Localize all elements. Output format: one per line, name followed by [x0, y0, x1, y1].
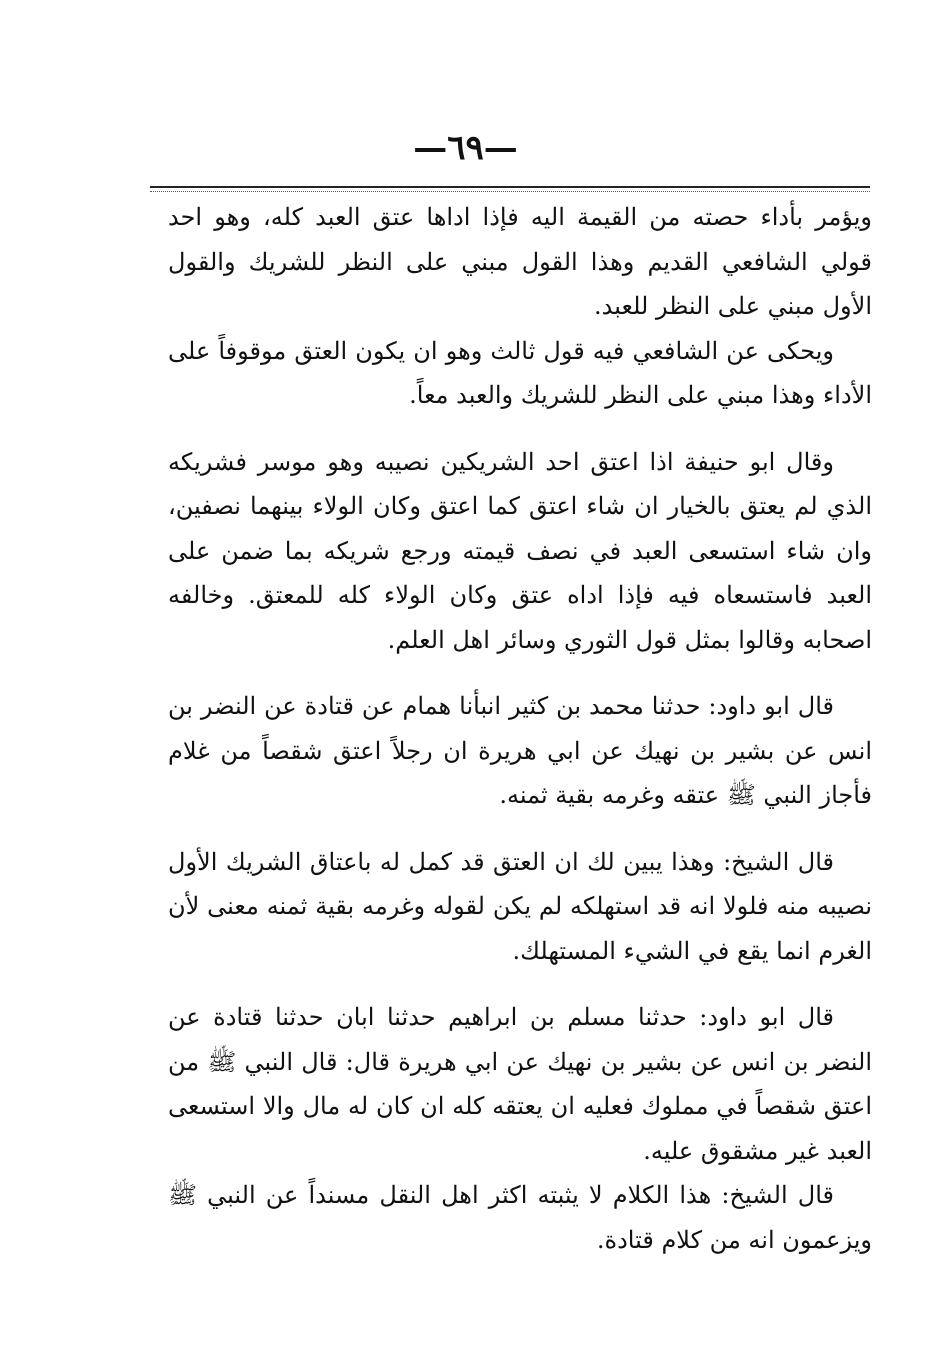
paragraph-gap [168, 662, 872, 684]
header-rule [150, 186, 870, 188]
page-number: —٦٩— [413, 128, 518, 168]
body-text [168, 195, 872, 1262]
paragraph-5: قال الشيخ: وهذا يبين لك ان العتق قد كمل له باعتاق الشريك الأول نصيبه منه فلولا انه قد استهلكه لم يكن لقوله وغرمه بقية ثمنه معنى لأن الغرم انما يقع في الشيء المستهلك. [168, 847, 872, 965]
paragraph-4: قال ابو داود: حدثنا محمد بن كثير انبأنا همام عن قتادة عن النضر بن انس عن بشير بن نهيك عن ابي هريرة ان رجلاً اعتق شقصاً من غلام فأجاز النبي ﷺ عتقه وغرمه بقية ثمنه. [168, 692, 873, 809]
paragraph-gap [168, 973, 872, 995]
paragraph-3: وقال ابو حنيفة اذا اعتق احد الشريكين نصيبه وهو موسر فشريكه الذي لم يعتق بالخيار ان شاء اعتق كما اعتق وكان الولاء بينهما نصفين، وان شاء استسعى العبد في نصف قيمته ورجع شريكه بما ضمن على العبد فاستسعاه فيه فإذا اداه عتق وكان الولاء كله للمعتق. وخالفه اصحابه وقالوا بمثل قول الثوري وسائر اهل العلم. [168, 447, 872, 654]
paragraph-1: ويؤمر بأداء حصته من القيمة اليه فإذا اداها عتق العبد كله، وهو احد قولي الشافعي القديم وهذا القول مبني على النظر للشريك والقول الأول مبني على النظر للعبد. [168, 203, 872, 320]
paragraph-7: قال الشيخ: هذا الكلام لا يثبته اكثر اهل النقل مسنداً عن النبي ﷺ ويزعمون انه من كلام قتادة. [168, 1181, 872, 1254]
paragraph-gap [168, 418, 872, 440]
paragraph-gap [168, 818, 872, 840]
paragraph-2: ويحكى عن الشافعي فيه قول ثالث وهو ان يكون العتق موقوفاً على الأداء وهذا مبني على النظر للشريك والعبد معاً. [168, 336, 872, 409]
paragraph-6: قال ابو داود: حدثنا مسلم بن ابراهيم حدثنا ابان حدثنا قتادة عن النضر بن انس عن بشير بن نهيك عن ابي هريرة قال: قال النبي ﷺ من اعتق شقصاً في مملوك فعليه ان يعتقه كله ان كان له مال والا استسعى العبد غير مشقوق عليه. [168, 1003, 872, 1165]
